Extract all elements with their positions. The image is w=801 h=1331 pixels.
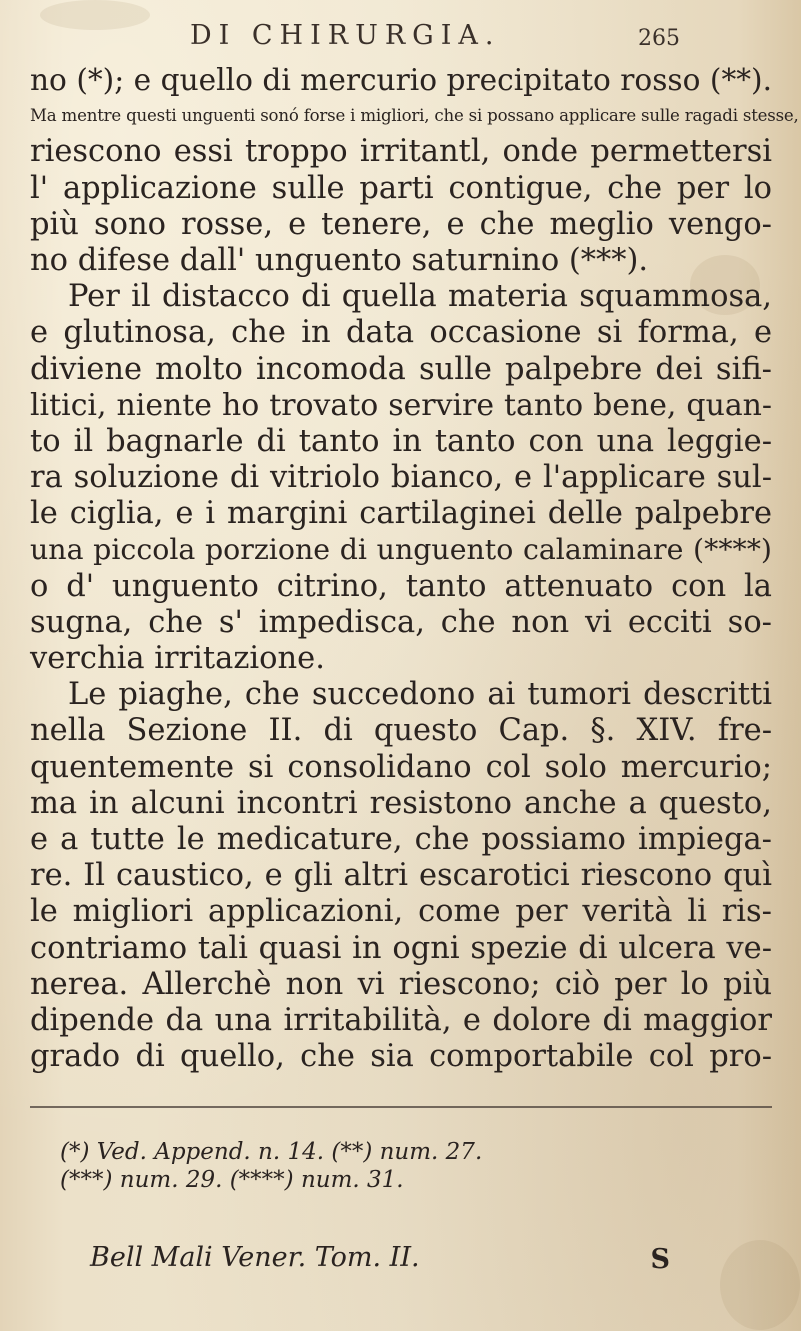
paper-stain xyxy=(40,0,150,30)
text-line: dipende da una irritabilità, e dolore di maggior xyxy=(30,1002,772,1038)
text-line: e glutinosa, che in data occasione si forma, e xyxy=(30,315,772,351)
footnotes xyxy=(60,1138,760,1194)
text-line: nerea. Allerchè non vi riescono; ciò per lo più xyxy=(30,966,772,1002)
body-text xyxy=(30,62,799,1075)
footnote-line: (*) Ved. Append. n. 14. (**) num. 27. xyxy=(60,1139,483,1165)
text-line: contriamo tali quasi in ogni spezie di ulcera ve- xyxy=(30,930,772,966)
text-line: quentemente si consolidano col solo mercurio; xyxy=(30,749,772,785)
text-line: le ciglia, e i margini cartilaginei delle palpebre xyxy=(30,496,772,532)
signature-text: Bell Mali Vener. Tom. II. xyxy=(90,1242,420,1273)
running-title: DI CHIRURGIA. xyxy=(190,20,501,51)
text-line: litici, niente ho trovato servire tanto bene, quan- xyxy=(30,387,772,423)
text-line: Per il distacco di quella materia squammosa, xyxy=(68,279,772,315)
text-line: più sono rosse, e tenere, e che meglio vengo- xyxy=(30,206,772,242)
page-header xyxy=(150,18,710,58)
footnote-line: (***) num. 29. (****) num. 31. xyxy=(60,1167,404,1193)
text-line: riescono essi troppo irritantl, onde permettersi xyxy=(30,134,772,170)
text-line: o d' unguento citrino, tanto attenuato con la xyxy=(30,568,772,604)
text-line: Le piaghe, che succedono ai tumori descritti xyxy=(68,677,772,713)
footnote-divider xyxy=(30,1106,772,1108)
signature-line xyxy=(90,1242,750,1282)
text-line: grado di quello, che sia comportabile col pro- xyxy=(30,1039,772,1075)
page-number: 265 xyxy=(638,26,680,51)
text-line: re. Il caustico, e gli altri escarotici riescono quì xyxy=(30,858,772,894)
text-line: sugna, che s' impedisca, che non vi ecciti so- xyxy=(30,604,772,640)
text-line: nella Sezione II. di questo Cap. §. XIV. fre- xyxy=(30,713,772,749)
text-line: no (*); e quello di mercurio precipitato rosso (**). xyxy=(30,63,772,97)
text-line: ra soluzione di vitriolo bianco, e l'applicare sul- xyxy=(30,460,772,496)
text-line: e a tutte le medicature, che possiamo impiega- xyxy=(30,821,772,857)
text-line: le migliori applicazioni, come per verità li ris- xyxy=(30,894,772,930)
text-line: l' applicazione sulle parti contigue, che per lo xyxy=(30,170,772,206)
text-line: Ma mentre questi unguenti sonó forse i migliori, che si possano applicare sulle ragadi stesse, xyxy=(30,106,799,126)
text-line: no difese dall' unguento saturnino (***). xyxy=(30,242,649,278)
text-line: verchia irritazione. xyxy=(30,641,325,676)
text-line: diviene molto incomoda sulle palpebre dei sifi- xyxy=(30,351,772,387)
text-line: ma in alcuni incontri resistono anche a questo, xyxy=(30,785,772,821)
text-line: to il bagnarle di tanto in tanto con una leggie- xyxy=(30,423,772,459)
text-line: una piccola porzione di unguento calaminare (****) xyxy=(30,533,772,567)
signature-mark: S xyxy=(650,1244,670,1275)
